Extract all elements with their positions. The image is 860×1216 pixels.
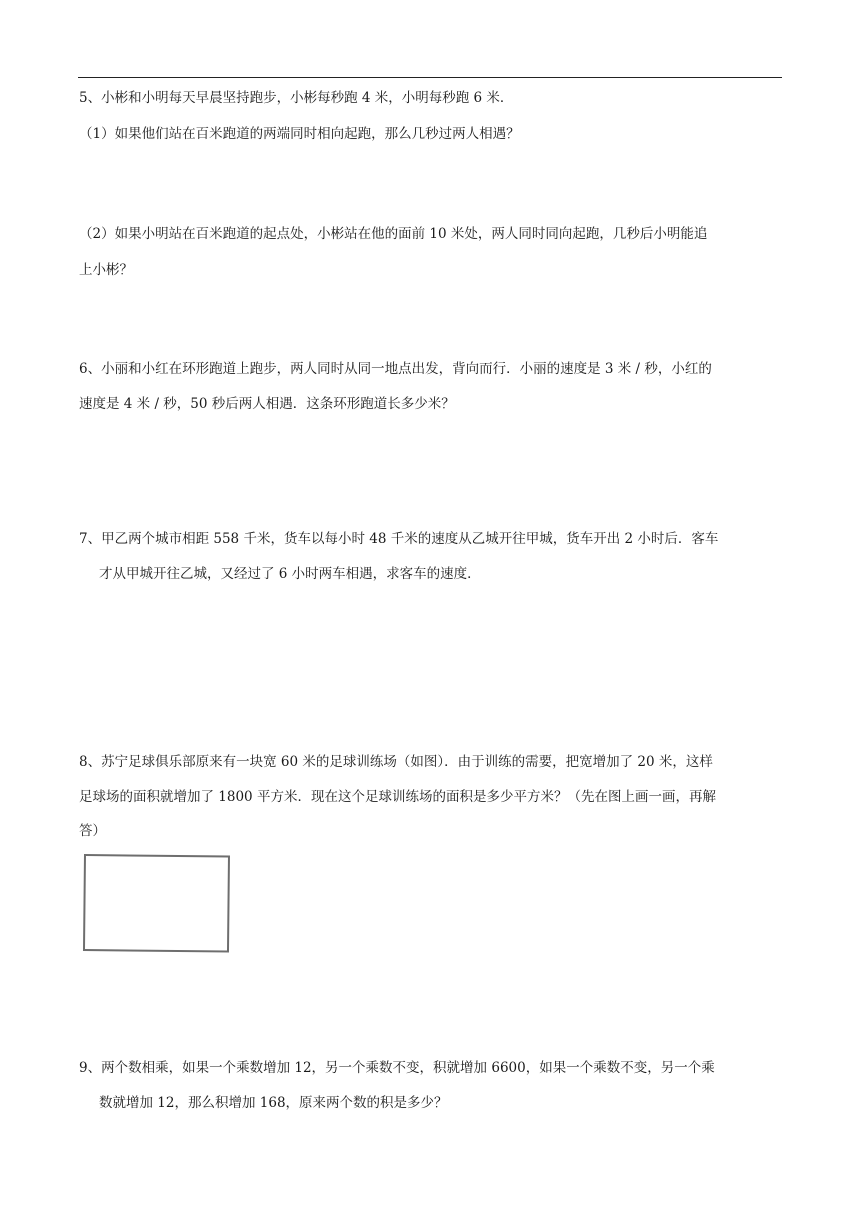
q6-line2: 速度是 4 米 / 秒，50 秒后两人相遇．这条环形跑道长多少米？ <box>79 396 455 412</box>
field-rectangle-figure <box>83 854 230 953</box>
q8-line1: 8、苏宁足球俱乐部原来有一块宽 60 米的足球训练场（如图）．由于训练的需要，把宽增加了 20 米，这样 <box>79 754 713 770</box>
q6-line1: 6、小丽和小红在环形跑道上跑步，两人同时从同一地点出发，背向而行．小丽的速度是 3 米 / 秒，小红的 <box>79 361 712 377</box>
q9-line2: 数就增加 12，那么积增加 168，原来两个数的积是多少？ <box>99 1095 448 1111</box>
q7-line2: 才从甲城开往乙城，又经过了 6 小时两车相遇，求客车的速度． <box>99 566 481 582</box>
q5-stem: 5、小彬和小明每天早晨坚持跑步，小彬每秒跑 4 米，小明每秒跑 6 米． <box>79 90 514 106</box>
q7-line1: 7、甲乙两个城市相距 558 千米，货车以每小时 48 千米的速度从乙城开往甲城，货车开出 2 小时后．客车 <box>79 531 719 547</box>
q8-line2: 足球场的面积就增加了 1800 平方米．现在这个足球训练场的面积是多少平方米？（先在图上画一画，再解 <box>79 789 716 805</box>
header-rule <box>78 77 782 78</box>
q5-part2-line1: （2）如果小明站在百米跑道的起点处，小彬站在他的面前 10 米处，两人同时同向起跑，几秒后小明能追 <box>79 226 708 242</box>
q5-part1: （1）如果他们站在百米跑道的两端同时相向起跑，那么几秒过两人相遇？ <box>79 126 520 142</box>
q9-line1: 9、两个数相乘，如果一个乘数增加 12，另一个乘数不变，积就增加 6600，如果一个乘数不变，另一个乘 <box>79 1060 715 1076</box>
q5-part2-line2: 上小彬？ <box>79 262 133 278</box>
q8-line3: 答） <box>79 823 106 839</box>
